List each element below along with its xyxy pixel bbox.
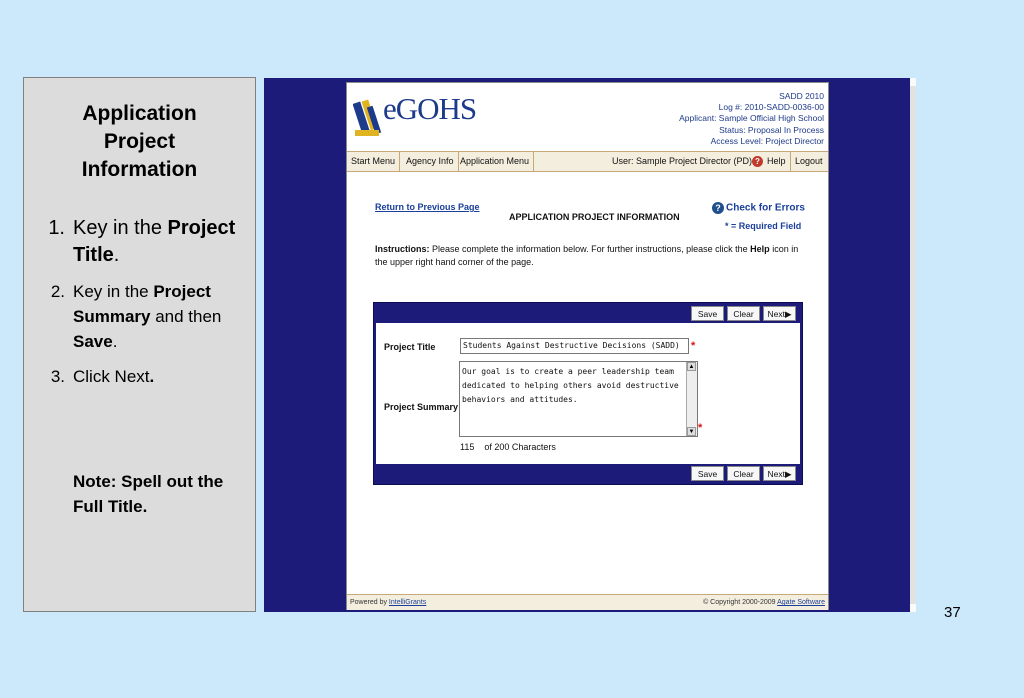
egohs-logo-icon xyxy=(353,96,383,140)
instructions: Instructions: Please complete the information below. For further instructions, please click the Help icon in the upper right hand corner of the page. xyxy=(375,244,799,267)
current-user: User: Sample Project Director (PD) xyxy=(612,156,753,166)
project-title-input[interactable]: Students Against Destructive Decisions (SADD) xyxy=(460,338,689,354)
step-number: 1. xyxy=(48,217,65,239)
nav-bar xyxy=(347,151,828,172)
panel-title: Application Project Information xyxy=(81,102,198,181)
step-3: 3. Click Next. xyxy=(24,364,257,389)
save-button[interactable]: Save xyxy=(691,466,724,481)
scroll-down-icon[interactable]: ▼ xyxy=(688,429,695,435)
agate-software-link[interactable]: Agate Software xyxy=(777,599,825,606)
arrow-right-icon: ▶ xyxy=(784,469,792,479)
summary-text: Our goal is to create a peer leadership team dedicated to helping others avoid destructive behaviors and attitudes. xyxy=(462,367,679,404)
step-bold: Project Summary xyxy=(73,282,211,326)
window-scrollbar[interactable] xyxy=(910,78,916,612)
return-link[interactable]: Return to Previous Page xyxy=(375,202,480,212)
help-link[interactable]: Help xyxy=(767,156,786,166)
step-text: Key in the xyxy=(73,282,154,301)
required-field-note: * = Required Field xyxy=(725,221,802,231)
clear-button[interactable]: Clear xyxy=(727,466,760,481)
application-menu-link[interactable]: Application Menu xyxy=(456,152,534,171)
textarea-scrollbar[interactable] xyxy=(686,362,697,436)
slide-number: 37 xyxy=(944,604,961,621)
project-title-label: Project Title xyxy=(384,342,436,352)
scroll-up-arrow[interactable] xyxy=(910,78,916,86)
top-button-bar xyxy=(374,305,802,323)
next-button[interactable]: Next▶ xyxy=(763,306,796,321)
step-bold: Project Title xyxy=(73,217,236,266)
scroll-down-arrow[interactable] xyxy=(910,604,916,612)
note-text: Note: Spell out the Full Title. xyxy=(73,472,224,516)
step-number: 3. xyxy=(50,367,65,386)
logout-link[interactable]: Logout xyxy=(790,152,823,171)
app-header xyxy=(347,83,828,151)
step-2: 2. Key in the Project Summary and then Save. xyxy=(24,279,257,354)
intelligrants-link[interactable]: IntelliGrants xyxy=(388,599,427,606)
required-asterisk: * xyxy=(698,422,703,434)
step-text: Click Next xyxy=(73,367,150,386)
page-title: APPLICATION PROJECT INFORMATION xyxy=(509,212,680,222)
bottom-button-bar xyxy=(374,465,802,483)
scroll-up-icon[interactable]: ▲ xyxy=(688,364,695,370)
required-asterisk: * xyxy=(691,340,696,352)
application-info: SADD 2010 Log #: 2010-SADD-0036-00 Applicant: Sample Official High School Status: Proposal In Process Access Level: Project Director xyxy=(679,91,824,146)
next-button[interactable]: Next▶ xyxy=(763,466,796,481)
help-icon[interactable]: ? xyxy=(752,156,763,167)
start-menu-link[interactable]: Start Menu xyxy=(347,152,400,171)
step-number: 2. xyxy=(50,282,65,301)
question-icon: ? xyxy=(712,202,724,214)
agency-info-link[interactable]: Agency Info xyxy=(402,152,459,171)
character-counter: 115 of 200 Characters xyxy=(460,442,556,452)
arrow-right-icon: ▶ xyxy=(784,309,792,319)
clear-button[interactable]: Clear xyxy=(727,306,760,321)
check-errors-link[interactable]: ? Check for Errors xyxy=(712,202,805,214)
step-text: Key in the xyxy=(73,217,168,239)
app-page xyxy=(346,82,829,610)
instruction-panel xyxy=(23,77,256,612)
project-summary-textarea[interactable] xyxy=(459,361,698,437)
form-body xyxy=(376,323,800,464)
step-1: 1. Key in the Project Title. xyxy=(24,215,257,269)
project-form xyxy=(373,302,803,485)
app-logo: eGOHS xyxy=(383,91,477,126)
app-footer: Powered by IntelliGrants © Copyright 2000-2009 Agate Software xyxy=(347,594,828,610)
save-button[interactable]: Save xyxy=(691,306,724,321)
project-summary-label: Project Summary xyxy=(384,402,459,412)
steps-list xyxy=(24,215,257,399)
